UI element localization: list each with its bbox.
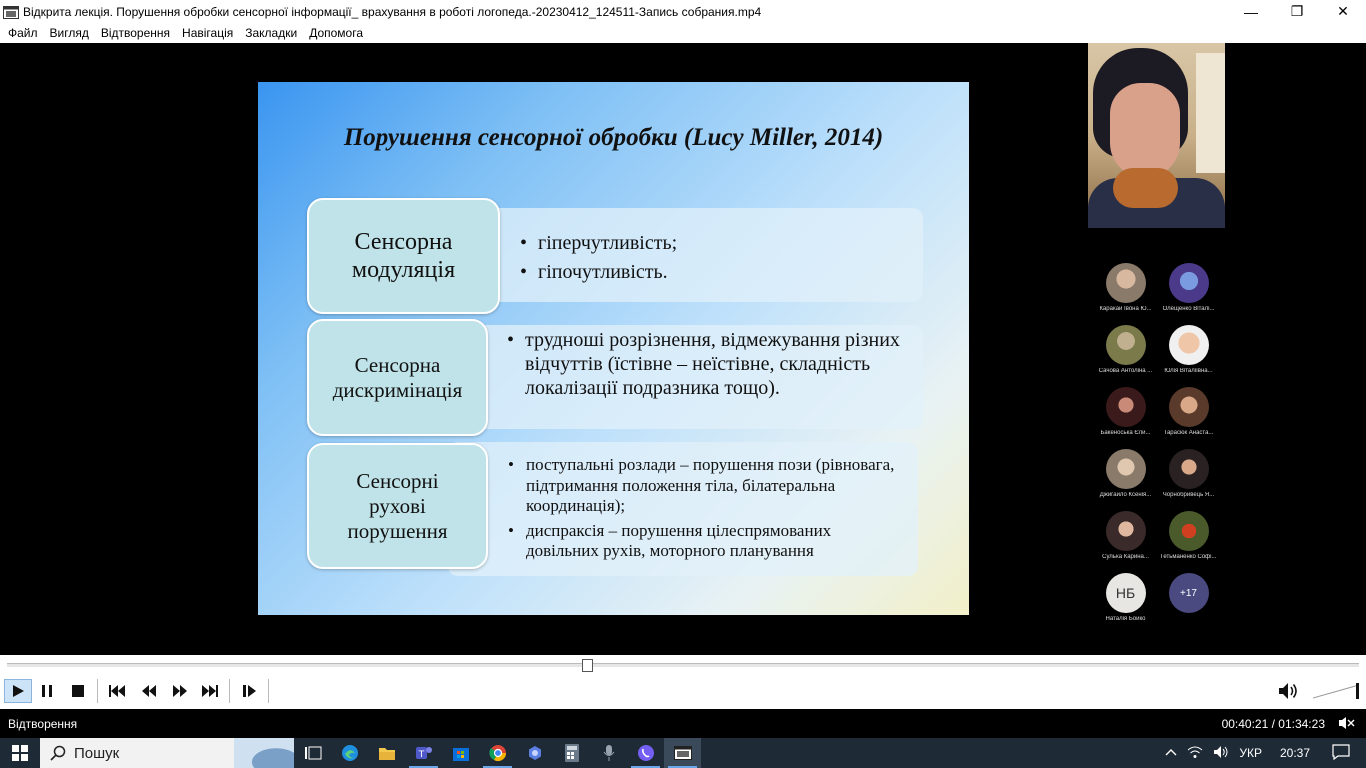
- rewind-icon: [142, 685, 156, 697]
- edge-icon: [341, 744, 359, 762]
- participant-name: Джигайло Ксенія...: [1099, 492, 1152, 498]
- start-button[interactable]: [0, 738, 40, 768]
- controls-separator: [229, 679, 230, 703]
- presenter-video-tile: [1088, 43, 1225, 228]
- taskbar-chrome[interactable]: [479, 738, 516, 768]
- tray-overflow-button[interactable]: [1165, 746, 1177, 760]
- window-titlebar: [0, 0, 1366, 23]
- presentation-slide: [258, 82, 969, 615]
- store-icon: [452, 744, 470, 762]
- taskbar-microphone-app[interactable]: [590, 738, 627, 768]
- clock[interactable]: 20:37: [1279, 746, 1310, 760]
- participant-tile[interactable]: [1094, 573, 1157, 622]
- search-highlight-image: [234, 738, 294, 768]
- participant-name: Сулька Карина...: [1102, 554, 1149, 560]
- audio-switch-icon[interactable]: [1338, 716, 1356, 733]
- taskbar: [0, 738, 1366, 768]
- participant-tile[interactable]: [1094, 387, 1157, 436]
- menu-file[interactable]: Файл: [8, 26, 38, 40]
- folder-icon: [378, 745, 396, 761]
- menu-view[interactable]: Вигляд: [49, 26, 89, 40]
- skip-previous-icon: [109, 685, 125, 697]
- participant-tile[interactable]: [1157, 449, 1220, 498]
- taskbar-file-explorer[interactable]: [368, 738, 405, 768]
- media-player-icon: [3, 5, 19, 19]
- play-icon: [11, 684, 25, 698]
- mute-button[interactable]: [1275, 679, 1303, 703]
- skip-next-icon: [202, 685, 218, 697]
- participant-name: Каракай Івона Ю...: [1099, 306, 1152, 312]
- minimize-button[interactable]: —: [1244, 3, 1258, 20]
- close-button[interactable]: ✕: [1337, 3, 1349, 19]
- play-button[interactable]: [4, 679, 32, 703]
- time-readout: 00:40:21 / 01:34:23: [1221, 717, 1325, 731]
- chrome-icon: [489, 744, 507, 762]
- player-controls: [0, 655, 1366, 709]
- participant-tile[interactable]: [1094, 263, 1157, 312]
- playback-status: Відтворення: [8, 717, 78, 731]
- participant-avatar: [1106, 511, 1146, 551]
- participant-avatar-more: [1169, 573, 1209, 613]
- slide-bullet-list: [520, 229, 910, 287]
- slide-heading-box: [307, 443, 488, 569]
- pause-icon: [41, 684, 53, 698]
- fast-forward-button[interactable]: [166, 679, 194, 703]
- participant-initials: НБ: [1115, 585, 1136, 601]
- chevron-up-icon: [1165, 747, 1177, 757]
- participant-avatar: [1106, 263, 1146, 303]
- more-participants-button[interactable]: [1157, 573, 1220, 613]
- more-participants-count: +17: [1180, 587, 1197, 599]
- participant-tile[interactable]: [1157, 387, 1220, 436]
- participant-avatar: [1106, 387, 1146, 427]
- slide-heading-box: [307, 198, 500, 314]
- slide-heading: Сенсорна дискримінація: [332, 352, 463, 402]
- participant-tile[interactable]: [1094, 449, 1157, 498]
- menu-help[interactable]: Допомога: [309, 26, 364, 40]
- search-label: Пошук: [74, 744, 120, 762]
- previous-button[interactable]: [103, 679, 131, 703]
- language-indicator[interactable]: УКР: [1239, 746, 1262, 760]
- system-tray: [1155, 738, 1366, 768]
- stop-icon: [72, 685, 84, 697]
- restore-button[interactable]: ❐: [1290, 3, 1304, 19]
- slide-heading: Сенсорні рухові порушення: [347, 468, 448, 543]
- volume-tray-icon: [1213, 745, 1229, 759]
- controls-separator: [268, 679, 269, 703]
- participant-name: Наталія Бойко: [1105, 616, 1146, 622]
- seek-handle[interactable]: [582, 659, 593, 672]
- participant-name: Бакеноська Єли...: [1100, 430, 1151, 436]
- slide-heading: Сенсорна модуляція: [351, 229, 456, 283]
- controls-separator: [97, 679, 98, 703]
- participant-avatar: [1106, 449, 1146, 489]
- network-button[interactable]: [1187, 745, 1203, 762]
- slide-bullet-list: [508, 455, 908, 562]
- video-frame[interactable]: [0, 43, 1366, 655]
- slide-bullet: • гіперчутливість;: [520, 229, 910, 258]
- notification-icon: [1332, 744, 1350, 760]
- slide-bullet-list: [507, 328, 907, 400]
- viber-icon: [637, 744, 655, 762]
- svg-text:T: T: [418, 750, 424, 760]
- participant-name: Тарасюк Анаста...: [1163, 430, 1214, 436]
- participant-tile[interactable]: [1157, 263, 1220, 312]
- media-player-taskbar-icon: [674, 745, 692, 761]
- microphone-icon: [603, 744, 615, 762]
- task-view-icon: [304, 745, 322, 761]
- rewind-button[interactable]: [135, 679, 163, 703]
- participant-tile[interactable]: [1094, 325, 1157, 374]
- window-title: Відкрита лекція. Порушення обробки сенсорної інформації_ врахування в роботі логопеда.-20230412_124511-Запись собрания.mp4: [23, 4, 762, 19]
- frame-step-button[interactable]: [236, 679, 264, 703]
- slide-bullet: • гіпочутливість.: [520, 258, 910, 287]
- windows-logo-icon: [12, 745, 28, 761]
- speaker-icon: [1278, 682, 1300, 700]
- participant-avatar: [1169, 511, 1209, 551]
- participant-avatar-initials: [1106, 573, 1146, 613]
- participant-tile[interactable]: [1094, 511, 1157, 560]
- teams-icon: [415, 744, 433, 762]
- slide-bullet: • трудноші розрізнення, відмежування різних відчуттів (їстівне – неїстівне, складність локалізації подразника тощо).: [507, 328, 907, 400]
- participant-name: Чорнобривець Я...: [1162, 492, 1215, 498]
- frame-step-icon: [243, 685, 257, 697]
- taskbar-viber[interactable]: [627, 738, 664, 768]
- seek-bar[interactable]: [7, 663, 1359, 667]
- participant-tile[interactable]: [1157, 325, 1220, 374]
- slide-bullet: • диспраксія – порушення цілеспрямованих довільних рухів, моторного планування: [508, 521, 908, 562]
- taskbar-edge[interactable]: [331, 738, 368, 768]
- participant-name: Юлія Віталіївна...: [1164, 368, 1213, 374]
- participant-tile[interactable]: [1157, 511, 1220, 560]
- taskbar-media-player[interactable]: [664, 738, 701, 768]
- participant-name: Олещенко Віталі...: [1162, 306, 1215, 312]
- slide-bullet: • поступальні розлади – порушення пози (рівновага, підтримання положення тіла, білатеральна координація);: [508, 455, 908, 517]
- wifi-icon: [1187, 745, 1203, 759]
- pause-button[interactable]: [33, 679, 61, 703]
- notifications-button[interactable]: [1332, 744, 1350, 763]
- taskbar-search[interactable]: [40, 738, 294, 768]
- slide-title: Порушення сенсорної обробки (Lucy Miller, 2014): [343, 124, 884, 151]
- next-button[interactable]: [196, 679, 224, 703]
- fast-forward-icon: [173, 685, 187, 697]
- app-hexagon-icon: [527, 745, 543, 761]
- taskbar-app-blue[interactable]: [516, 738, 553, 768]
- calculator-icon: [565, 744, 579, 762]
- participant-name: Сачова Антоліна ...: [1098, 368, 1153, 374]
- volume-slider[interactable]: [1313, 683, 1361, 699]
- volume-tray-button[interactable]: [1213, 745, 1229, 762]
- participant-name: Гетьманенко Софі...: [1160, 554, 1217, 560]
- slide-heading-box: [307, 319, 488, 436]
- participant-avatar: [1169, 449, 1209, 489]
- participant-avatar: [1169, 263, 1209, 303]
- task-view-button[interactable]: [294, 738, 331, 768]
- menu-bookmarks[interactable]: Закладки: [245, 26, 298, 40]
- menu-bar: [0, 23, 1366, 43]
- menu-navigation[interactable]: Навігація: [182, 26, 234, 40]
- taskbar-store[interactable]: [442, 738, 479, 768]
- stop-button[interactable]: [64, 679, 92, 703]
- taskbar-calculator[interactable]: [553, 738, 590, 768]
- status-bar: [0, 709, 1366, 738]
- participant-avatar: [1169, 325, 1209, 365]
- participant-avatar: [1169, 387, 1209, 427]
- search-icon: [50, 745, 66, 761]
- taskbar-teams[interactable]: [405, 738, 442, 768]
- menu-playback[interactable]: Відтворення: [100, 26, 171, 40]
- participant-avatar: [1106, 325, 1146, 365]
